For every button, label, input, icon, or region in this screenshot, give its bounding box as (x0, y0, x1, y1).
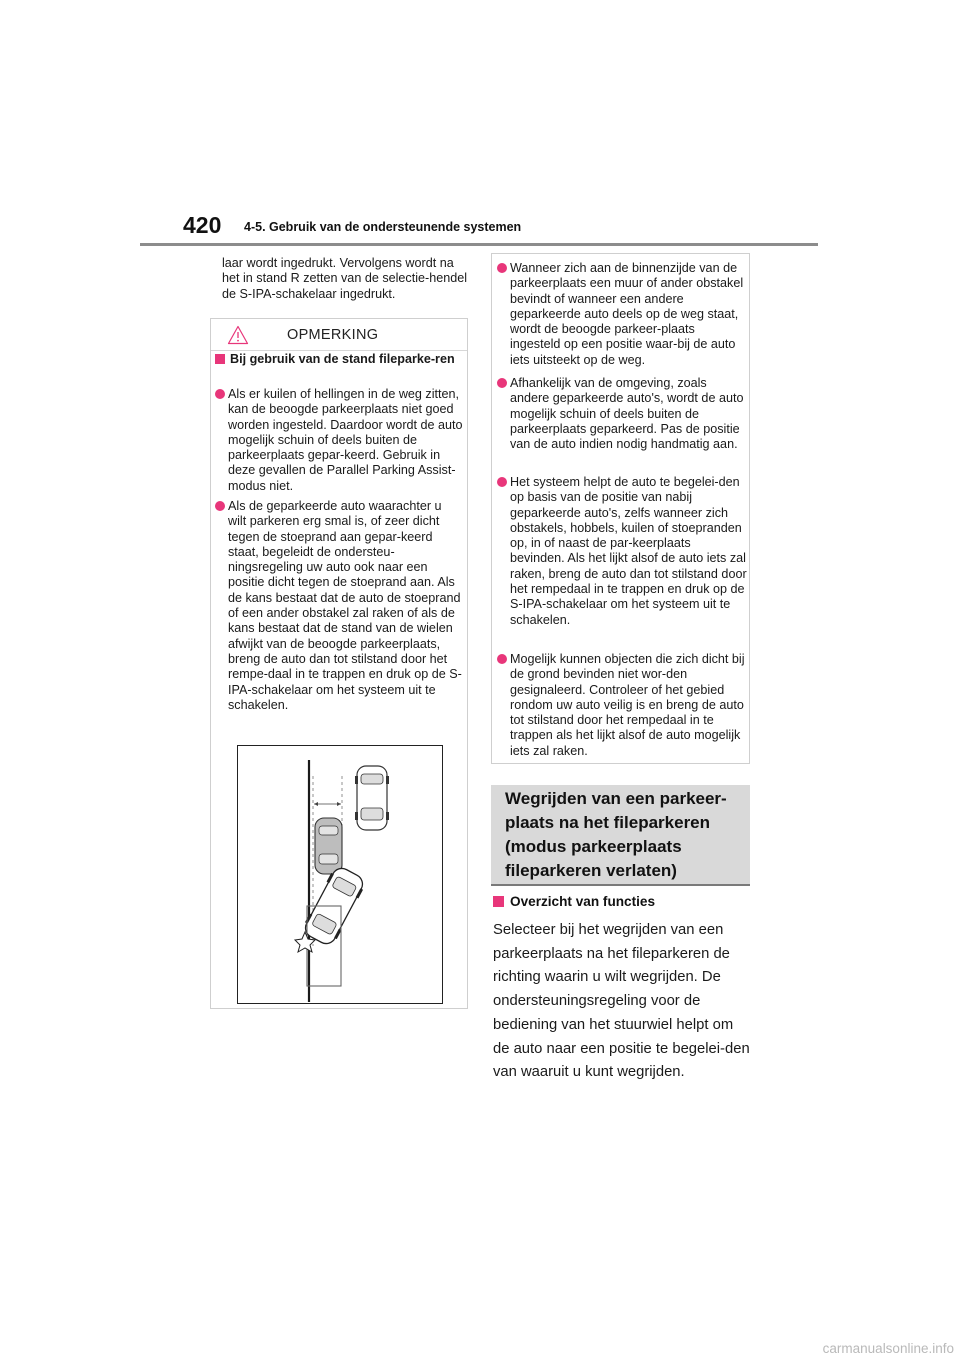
right-bullet (497, 652, 747, 759)
notice-subheading-text: Bij gebruik van de stand fileparke-ren (230, 352, 455, 366)
section-heading: Wegrijden van een parkeer-plaats na het fileparkeren (modus parkeerplaats fileparkeren verlaten) (505, 789, 727, 880)
list-item-text: Afhankelijk van de omgeving, zoals andere geparkeerde auto's, wordt de auto mogelijk schuin of deels buiten de parkeerplaats geparkeerd. Pas de positie van de auto indien nodig handmatig aan. (510, 376, 744, 452)
right-bullet (497, 475, 747, 628)
list-item-text: Het systeem helpt de auto te begelei-den op basis van de positie van nabij geparkeerde auto's, zelfs wanneer zich obstakels, hobbels, kuilen of stoepranden op, in of naast de par-keerplaats bevinden. Als het lijkt alsof de auto iets zal raken, breng de auto dan tot stilstand door het rempedaal in te trappen en druk op de S-IPA-schakelaar om het systeem uit te schakelen. (510, 475, 747, 627)
square-bullet-icon (493, 896, 504, 907)
round-bullet-icon (215, 389, 225, 399)
round-bullet-icon (497, 654, 507, 664)
overview-paragraph: Selecteer bij het wegrijden van een parkeerplaats na het fileparkeren de richting waarin u wilt wegrijden. De ondersteuningsregeling voor de bediening van het stuurwiel helpt om de auto naar een positie te begelei-den van waaruit u kunt wegrijden. (493, 922, 750, 1081)
right-bullet (497, 261, 747, 368)
list-item (215, 499, 463, 713)
list-item (497, 652, 747, 759)
watermark: carmanualsonline.info (822, 1341, 954, 1356)
notice-label: OPMERKING (287, 327, 379, 343)
round-bullet-icon (215, 501, 225, 511)
page-number: 420 (183, 212, 222, 238)
right-notice-box (491, 253, 750, 764)
list-item-text: Mogelijk kunnen objecten die zich dicht bij de grond bevinden niet wor-den gesignaleerd. Controleer of het gebied rondom uw auto veilig is en breng de auto tot stilstand door het rempedaal in te trappen als het lijkt alsof de auto mogelijk iets zal raken. (510, 652, 745, 758)
section-title: 4-5. Gebruik van de ondersteunende systemen (244, 220, 522, 234)
parking-illustration (237, 745, 443, 1004)
round-bullet-icon (497, 378, 507, 388)
round-bullet-icon (497, 263, 507, 273)
notice-subheading (215, 352, 460, 367)
parking-diagram (238, 746, 442, 1003)
header-rule (140, 243, 818, 246)
list-item (215, 387, 463, 494)
overview-label: Overzicht van functies (510, 894, 656, 909)
list-item (497, 261, 747, 368)
list-item (497, 376, 747, 452)
section-heading-block (491, 785, 750, 886)
list-item-text: Als er kuilen of hellingen in de weg zitten, kan de beoogde parkeerplaats niet goed worden ingesteld. Daardoor wordt de auto mogelijk schuin of deels buiten de parkeerplaats gepar-keerd. Gebruik in deze gevallen de Parallel Parking Assist-modus niet. (228, 387, 463, 493)
list-item-text: Als de geparkeerde auto waarachter u wilt parkeren erg smal is, of zeer dicht tegen de stoeprand aan gepar-keerd staat, begeleidt de ondersteu-ningsregeling uw auto ook naar een positie dicht tegen de stoeprand aan. Als de kans bestaat dat de auto de stoeprand of een ander obstakel zal raken of als de kans bestaat dat de stand van de wielen afwijkt van de beoogde parkeerplaats, breng de auto dan tot stilstand door het rempe-daal in te trappen en druk op de S-IPA-schakelaar om het systeem uit te schakelen. (228, 499, 462, 712)
notice-bullet (215, 387, 463, 494)
intro-paragraph: laar wordt ingedrukt. Vervolgens wordt na het in stand R zetten van de selectie-hendel de S-IPA-schakelaar ingedrukt. (222, 256, 468, 301)
warning-triangle-icon (227, 325, 249, 345)
list-item-text: Wanneer zich aan de binnenzijde van de parkeerplaats een muur of ander obstakel bevindt of wanneer een andere geparkeerde auto deels op de weg staat, wordt de beoogde parkeer-plaats ingesteld op een positie waar-bij de auto iets uitsteekt op de weg. (510, 261, 744, 367)
notice-bullet (215, 499, 463, 713)
round-bullet-icon (497, 477, 507, 487)
right-bullet (497, 376, 747, 452)
list-item (497, 475, 747, 628)
overview-subheading (493, 894, 655, 909)
notice-header (211, 319, 467, 351)
square-bullet-icon (215, 354, 225, 364)
notice-box (210, 318, 468, 1009)
